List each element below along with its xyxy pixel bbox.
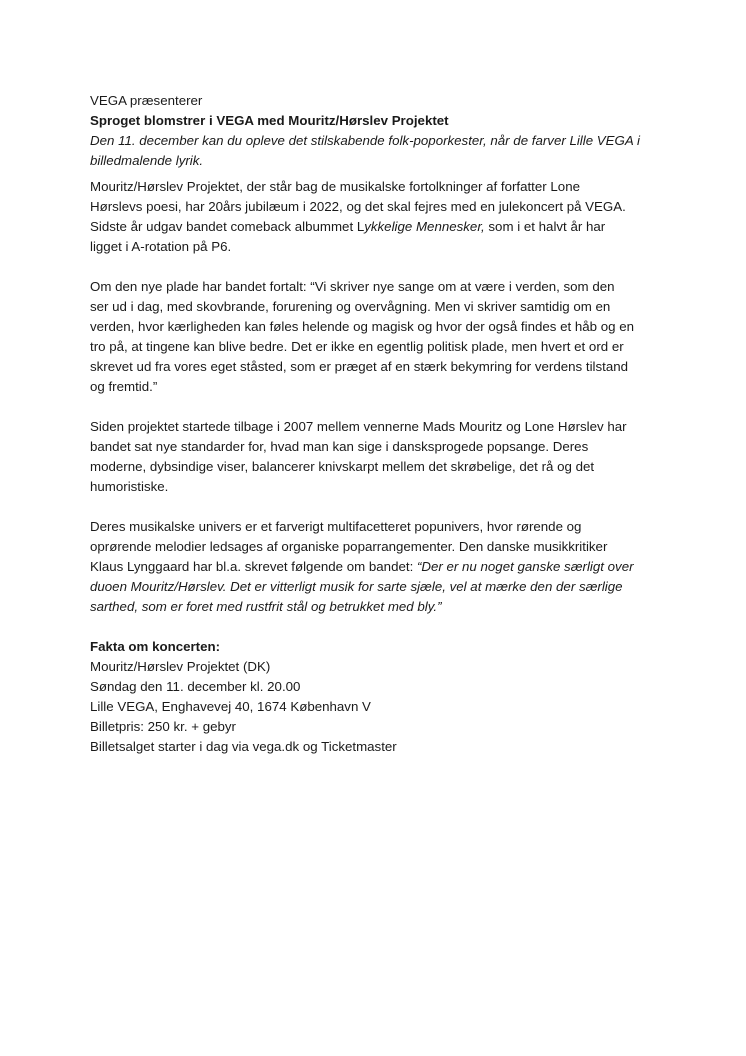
- text-run: som i et halvt år har: [484, 219, 606, 234]
- facts-item-price: Billetpris: 250 kr. + gebyr: [90, 719, 236, 734]
- paragraph-line: og fremtid.”: [90, 379, 158, 394]
- paragraph-quote: [90, 277, 670, 397]
- press-release: [90, 91, 670, 757]
- paragraph-line: [90, 217, 670, 237]
- concert-facts: [90, 637, 670, 757]
- text-run: Sidste år udgav bandet comeback albummet L: [90, 219, 365, 234]
- paragraph-line: ser ud i dag, med skovbrande, forurening og overvågning. Men vi skriver samtidig om en: [90, 299, 611, 314]
- paragraph-line: verden, hvor kærligheden kan føles helende og magisk og hvor der også findes et håb og en: [90, 319, 635, 334]
- lead-line-1: Den 11. december kan du opleve det stilskabende folk-poporkester, når de farver Lille VEGA i: [90, 133, 640, 148]
- facts-item-date: Søndag den 11. december kl. 20.00: [90, 679, 301, 694]
- paragraph-line: skrevet ud fra vores eget ståsted, som er præget af en stærk bekymring for verdens tilstand: [90, 359, 629, 374]
- paragraph-line: Deres musikalske univers er et farverigt multifacetteret popunivers, hvor rørende og: [90, 519, 582, 534]
- paragraph-line: ligget i A-rotation på P6.: [90, 239, 232, 254]
- text-run: Klaus Lynggaard har bl.a. skrevet følgende om bandet:: [90, 559, 417, 574]
- press-release-header: [90, 91, 670, 171]
- facts-item-artist: Mouritz/Hørslev Projektet (DK): [90, 659, 271, 674]
- presenter-line: VEGA præsenterer: [90, 93, 203, 108]
- paragraph-line: Mouritz/Hørslev Projektet, der står bag de musikalske fortolkninger af forfatter Lone: [90, 179, 580, 194]
- album-title: ykkelige Mennesker,: [364, 219, 485, 234]
- paragraph-line: Hørslevs poesi, har 20års jubilæum i 2022, og det skal fejres med en julekoncert på VEGA.: [90, 199, 626, 214]
- paragraph-intro: [90, 177, 670, 257]
- critic-quote: “Der er nu noget ganske særligt over: [416, 559, 634, 574]
- paragraph-line: oprørende melodier ledsages af organiske poparrangementer. Den danske musikkritiker: [90, 539, 608, 554]
- critic-quote: duoen Mouritz/Hørslev. Det er vitterligt musik for sarte sjæle, vel at mærke den der særlige: [90, 579, 623, 594]
- paragraph-line: moderne, dybsindige viser, balancerer knivskarpt mellem det skrøbelige, det rå og det: [90, 459, 595, 474]
- facts-item-venue: Lille VEGA, Enghavevej 40, 1674 København V: [90, 699, 371, 714]
- facts-item-tickets: Billetsalget starter i dag via vega.dk og Ticketmaster: [90, 739, 397, 754]
- paragraph-critic: [90, 517, 670, 617]
- paragraph-line: Om den nye plade har bandet fortalt: “Vi skriver nye sange om at være i verden, som den: [90, 279, 615, 294]
- lead-line-2: billedmalende lyrik.: [90, 153, 204, 168]
- headline: Sproget blomstrer i VEGA med Mouritz/Hørslev Projektet: [90, 113, 449, 128]
- critic-quote: sarthed, som er foret med rustfrit stål og betrukket med bly.”: [90, 599, 442, 614]
- facts-heading: Fakta om koncerten:: [90, 639, 221, 654]
- paragraph-history: [90, 417, 670, 497]
- paragraph-line: bandet sat nye standarder for, hvad man kan sige i dansksprogede popsange. Deres: [90, 439, 589, 454]
- paragraph-line: [90, 557, 670, 577]
- paragraph-line: tro på, at tingene kan blive bedre. Det er ikke en egentlig politisk plade, men hvert et ord er: [90, 339, 624, 354]
- paragraph-line: humoristiske.: [90, 479, 169, 494]
- paragraph-line: Siden projektet startede tilbage i 2007 mellem vennerne Mads Mouritz og Lone Hørslev har: [90, 419, 627, 434]
